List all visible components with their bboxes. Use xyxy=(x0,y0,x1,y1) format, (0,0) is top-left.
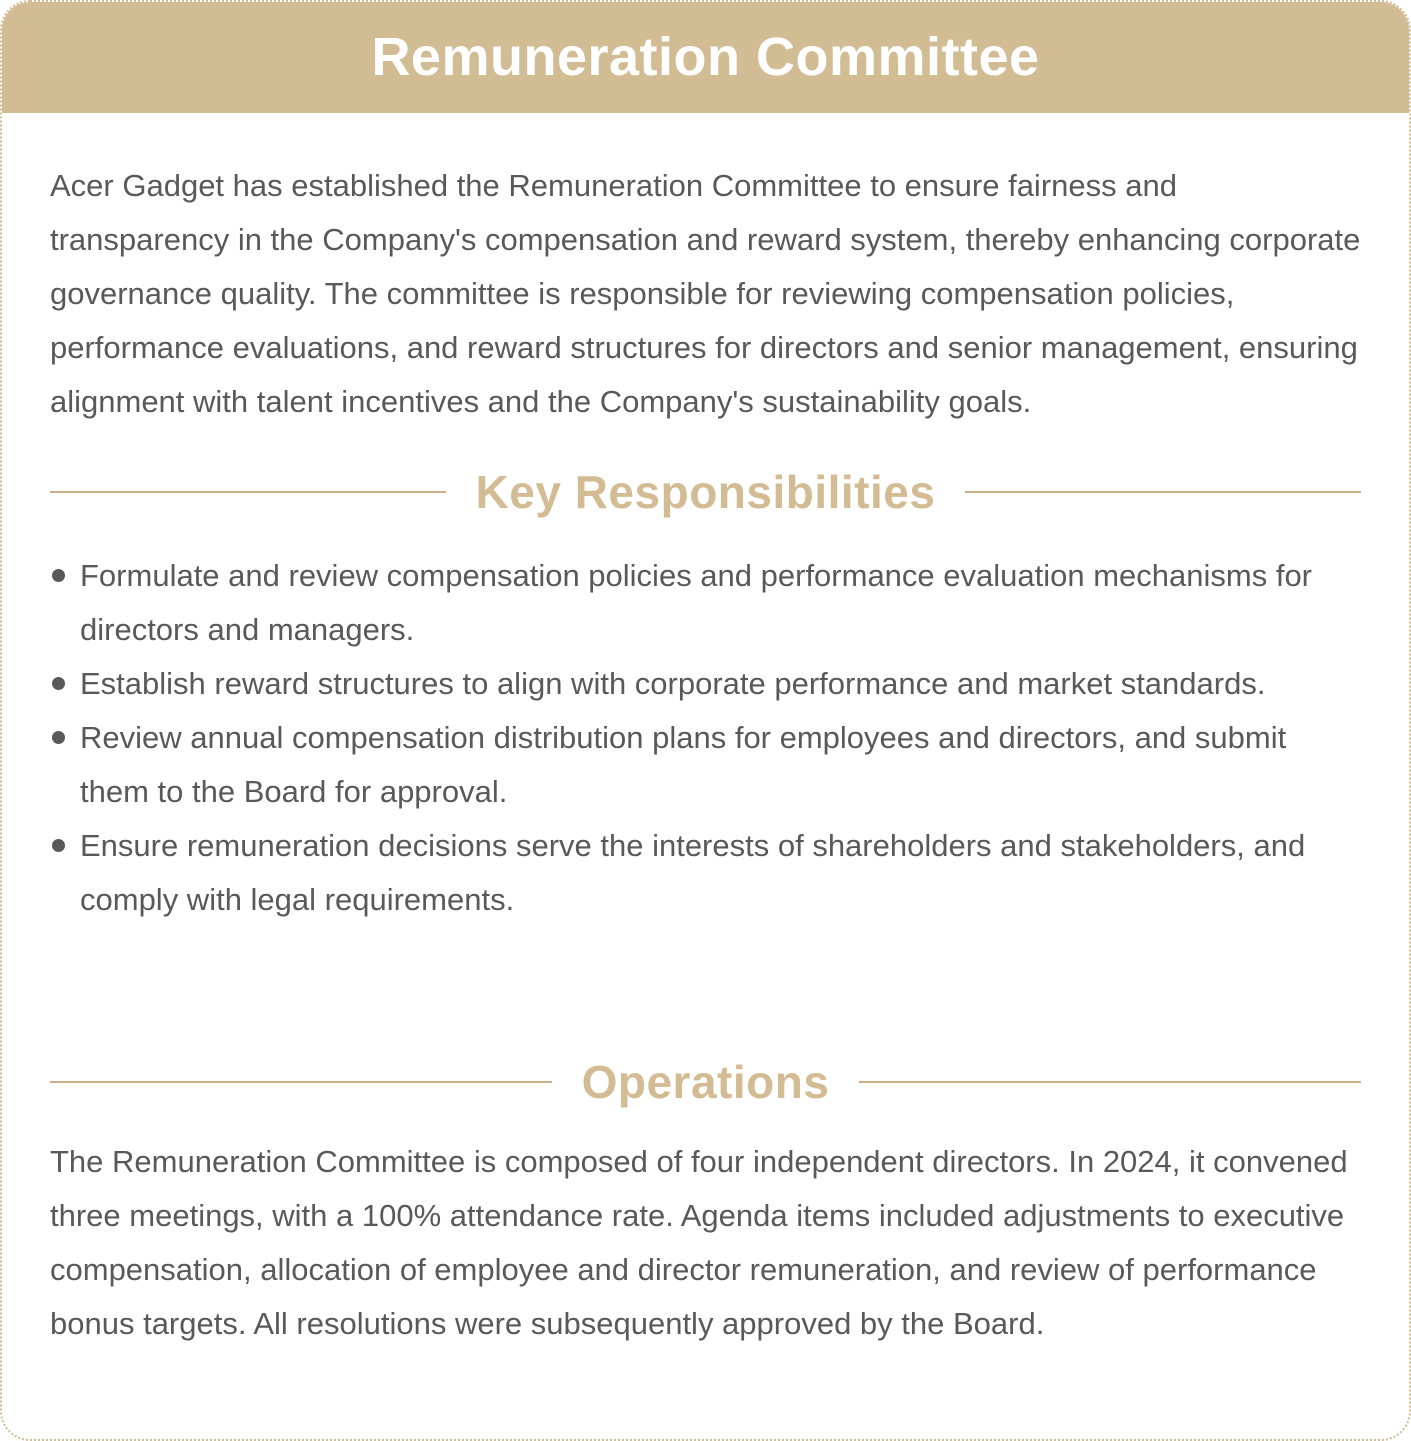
card-header-band xyxy=(0,0,1411,113)
section-header-operations xyxy=(50,1055,1361,1109)
list-item-text: Ensure remuneration decisions serve the interests of shareholders and stakeholders, and comply with legal requirements. xyxy=(80,828,1306,917)
divider-line-right xyxy=(859,1081,1361,1083)
section-title-operations: Operations xyxy=(581,1056,830,1108)
list-item xyxy=(50,711,1361,819)
operations-paragraph: The Remuneration Committee is composed of four independent directors. In 2024, it convened three meetings, with a 100% attendance rate. Agenda items included adjustments to executive compensation, allocation of employee and director remuneration, and review of performance bonus targets. All resolutions were subsequently approved by the Board. xyxy=(50,1144,1348,1341)
section-header-key-responsibilities xyxy=(50,465,1361,519)
bullet-icon xyxy=(52,677,65,690)
list-item xyxy=(50,657,1361,711)
page-title: Remuneration Committee xyxy=(371,26,1040,87)
bullet-icon xyxy=(52,569,65,582)
list-item-text: Review annual compensation distribution plans for employees and directors, and submit them to the Board for approval. xyxy=(80,720,1287,809)
list-item-text: Establish reward structures to align with corporate performance and market standards. xyxy=(80,666,1266,701)
responsibilities-list xyxy=(50,549,1361,927)
section-title-key-responsibilities: Key Responsibilities xyxy=(475,466,936,518)
divider-line-right xyxy=(965,491,1361,493)
list-item xyxy=(50,549,1361,657)
divider-line-left xyxy=(50,1081,552,1083)
list-item xyxy=(50,819,1361,927)
list-item-text: Formulate and review compensation policies and performance evaluation mechanisms for directors and managers. xyxy=(80,558,1313,647)
divider-line-left xyxy=(50,491,446,493)
bullet-icon xyxy=(52,839,65,852)
card-body xyxy=(2,159,1409,1351)
intro-paragraph: Acer Gadget has established the Remuneration Committee to ensure fairness and transparency in the Company's compensation and reward system, thereby enhancing corporate governance quality. The committee is responsible for reviewing compensation policies, performance evaluations, and reward structures for directors and senior management, ensuring alignment with talent incentives and the Company's sustainability goals. xyxy=(50,168,1361,419)
bullet-icon xyxy=(52,731,65,744)
